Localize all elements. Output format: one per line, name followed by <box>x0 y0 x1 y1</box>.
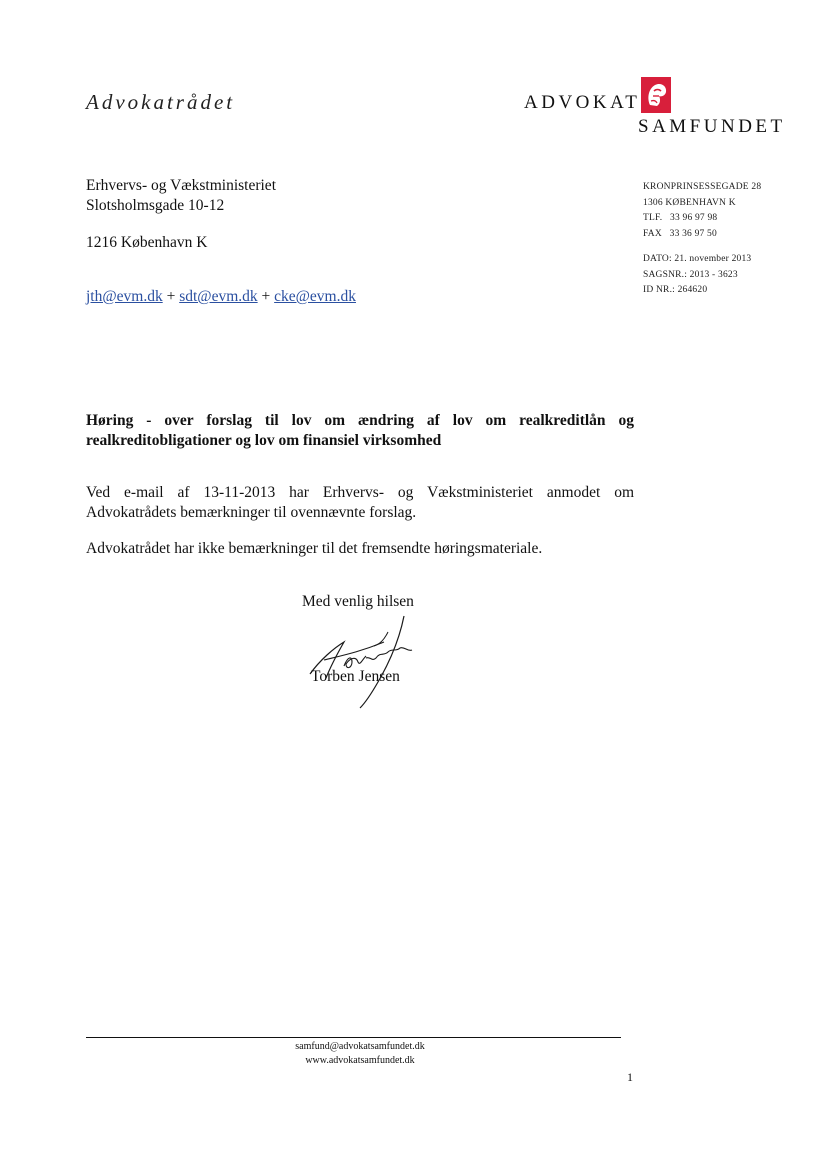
sender-fax: FAX 33 36 97 50 <box>643 228 717 239</box>
letter-paragraph-2: Advokatrådet har ikke bemærkninger til det fremsendte høringsmateriale. <box>86 540 543 557</box>
email-link-jth[interactable]: jth@evm.dk <box>86 288 163 305</box>
footer-email: samfund@advokatsamfundet.dk <box>295 1041 425 1052</box>
letter-date: DATO: 21. november 2013 <box>643 254 752 264</box>
council-title: Advokatrådet <box>86 90 236 114</box>
page-number: 1 <box>627 1070 633 1084</box>
case-number: SAGSNR.: 2013 - 3623 <box>643 269 738 280</box>
recipient-emails <box>86 288 356 306</box>
signer-name: Torben Jensen <box>311 668 400 685</box>
footer-website: www.advokatsamfundet.dk <box>305 1055 415 1066</box>
footer-divider <box>86 1037 621 1038</box>
email-separator: + <box>166 288 176 305</box>
signature-scribble <box>300 612 430 712</box>
letter-subject: Høring - over forslag til lov om ændring af lov om realkreditlån og realkreditobligationer og lov om finansiel virksomhed <box>86 412 634 449</box>
sender-info <box>643 180 761 299</box>
recipient-city: 1216 København K <box>86 234 208 251</box>
email-separator: + <box>261 288 271 305</box>
letter-paragraph-1: Ved e-mail af 13-11-2013 har Erhvervs- og Vækstministeriet anmodet om Advokatrådets bemærkninger til ovennævnte forslag. <box>86 484 634 521</box>
email-link-sdt[interactable]: sdt@evm.dk <box>179 288 258 305</box>
logo-wordmark-samfundet: SAMFUNDET <box>638 116 786 137</box>
recipient-name: Erhvervs- og Vækstministeriet <box>86 177 276 194</box>
id-number: ID NR.: 264620 <box>643 285 708 295</box>
sender-city: 1306 KØBENHAVN K <box>643 197 736 208</box>
logo-helmet-icon <box>641 77 671 113</box>
logo-wordmark-advokat: ADVOKAT <box>524 92 641 113</box>
sender-street: KRONPRINSESSEGADE 28 <box>643 182 762 192</box>
email-link-cke[interactable]: cke@evm.dk <box>274 288 356 305</box>
sender-phone: TLF. 33 96 97 98 <box>643 213 718 223</box>
recipient-street: Slotsholmsgade 10-12 <box>86 197 225 214</box>
closing-greeting: Med venlig hilsen <box>302 593 414 610</box>
